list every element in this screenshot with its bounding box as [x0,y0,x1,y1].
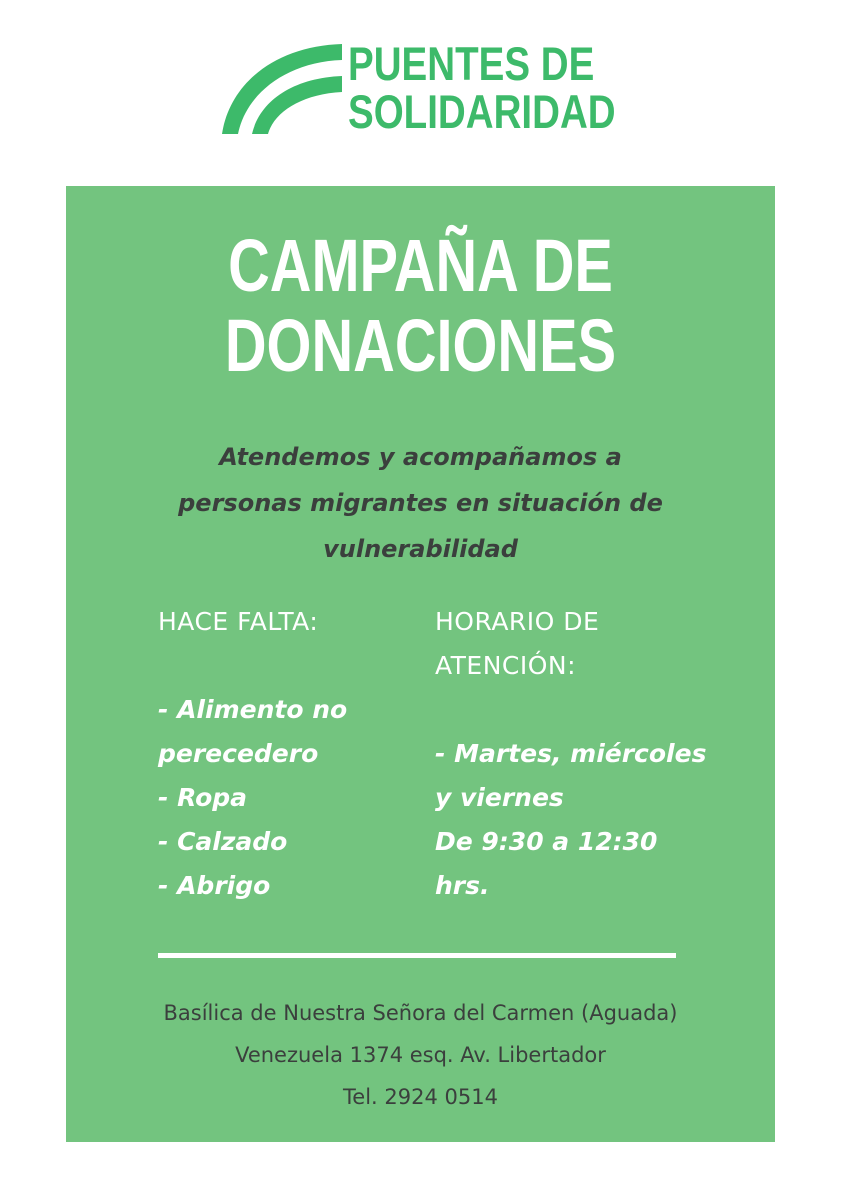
needs-heading: HACE FALTA: [158,607,319,636]
logo-wordmark [348,37,616,138]
list-item: - Calzado [158,827,288,856]
subtitle-line-1: Atendemos y acompañamos a [219,443,622,471]
list-item: hrs. [435,871,490,900]
campaign-subtitle [126,434,715,572]
logo-line-1: PUENTES DE [348,37,595,90]
campaign-panel [66,186,775,1142]
list-item: - Abrigo [158,871,271,900]
list-item: De 9:30 a 12:30 [435,827,658,856]
divider [158,953,676,958]
subtitle-line-2: personas migrantes en situación de [178,489,663,517]
list-item: perecedero [158,739,319,768]
schedule-heading-line-1: HORARIO DE [435,607,600,636]
logo-line-2: SOLIDARIDAD [348,85,616,138]
phone-text: Tel. 2924 0514 [343,1085,498,1109]
schedule-list [435,732,745,908]
schedule-column [435,600,745,908]
address-text: Venezuela 1374 esq. Av. Libertador [235,1043,606,1067]
list-item: - Alimento no [158,695,348,724]
list-item: - Ropa [158,783,248,812]
title-line-1: CAMPAÑA DE [228,224,613,307]
contact-footer [66,992,775,1118]
location-text: Basílica de Nuestra Señora del Carmen (Aguada) [163,1001,678,1025]
list-item: y viernes [435,783,564,812]
needs-list [158,688,418,908]
title-line-2: DONACIONES [224,304,617,387]
campaign-title [144,226,697,386]
list-item: - Martes, miércoles [435,739,707,768]
bridge-arcs-icon [222,42,342,138]
schedule-heading-line-2: ATENCIÓN: [435,651,577,680]
subtitle-line-3: vulnerabilidad [323,535,518,563]
needs-column [158,600,418,908]
